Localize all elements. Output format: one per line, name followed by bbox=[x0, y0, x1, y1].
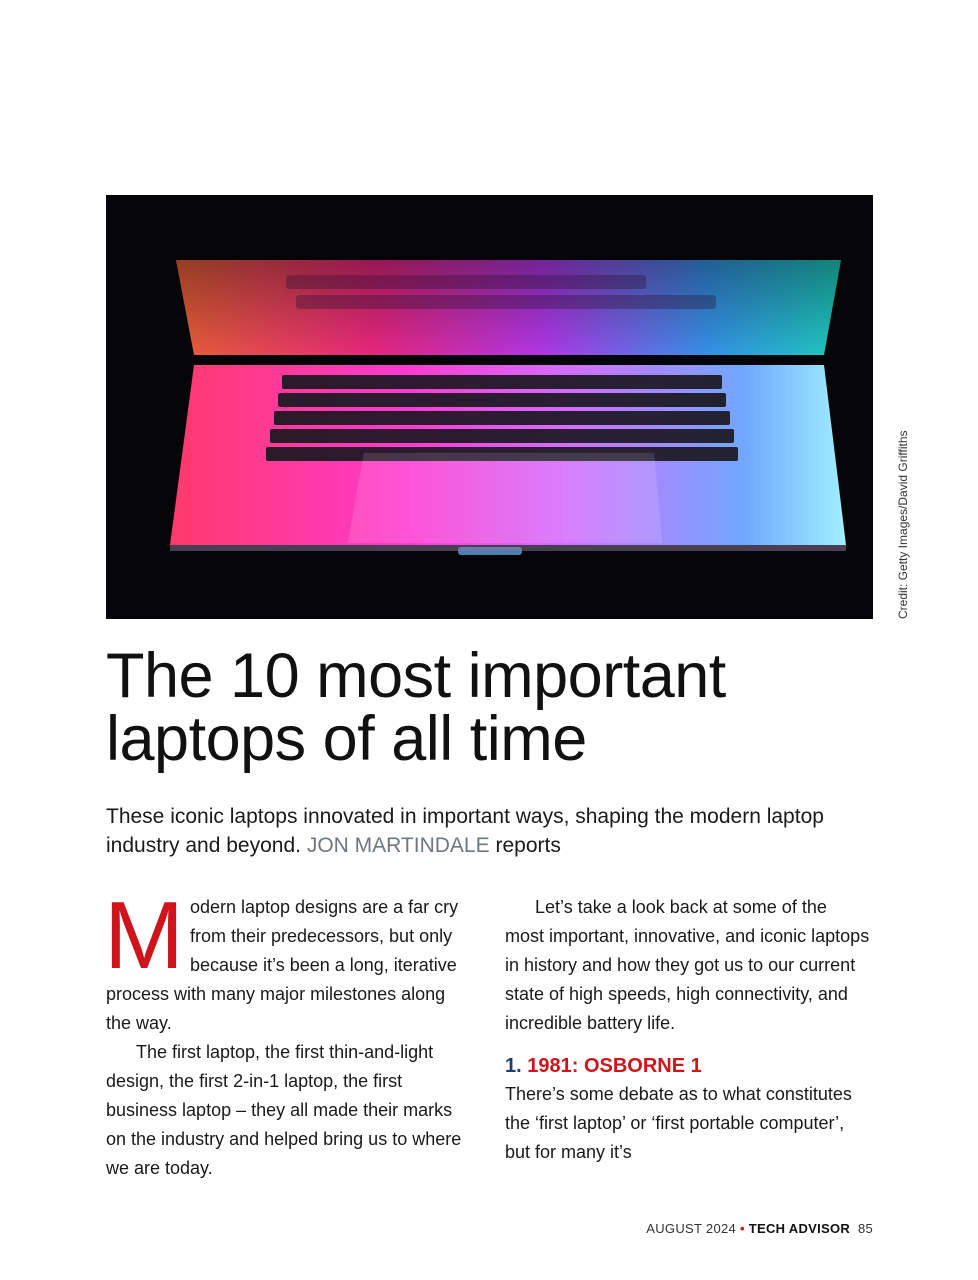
page-footer bbox=[646, 1221, 873, 1237]
intro-paragraph bbox=[104, 882, 471, 1038]
body-paragraph-3: Let’s take a look back at some of the most important, innovative, and iconic laptops in history and how they got us to our current state of high speeds, high connectivity, and incredible battery life. bbox=[505, 897, 870, 1033]
section-number: 1. bbox=[505, 1055, 522, 1077]
intro-paragraph-text: odern laptop designs are a far cry from their predecessors, but only because it’s been a long, iterative process with many major milestones along the way. bbox=[106, 897, 459, 1033]
body-paragraph-4: There’s some debate as to what constitutes the ‘first laptop’ or ‘first portable computer’, but for many it’s bbox=[505, 1084, 852, 1162]
column-left bbox=[104, 882, 471, 1183]
drop-cap: M bbox=[104, 882, 184, 989]
page-number: 85 bbox=[857, 1221, 873, 1236]
footer-separator: • bbox=[739, 1221, 745, 1236]
magazine-name: TECH ADVISOR bbox=[748, 1221, 851, 1236]
hero-photo bbox=[106, 195, 873, 619]
section-heading bbox=[505, 1052, 870, 1080]
laptop-illustration bbox=[106, 195, 873, 619]
standfirst-suffix: reports bbox=[495, 834, 561, 857]
issue-date: AUGUST 2024 bbox=[646, 1221, 737, 1236]
body-paragraph-2: The first laptop, the first thin-and-light design, the first 2-in-1 laptop, the first business laptop – they all made their marks on the industry and helped bring us to where we are today. bbox=[106, 1042, 462, 1178]
standfirst bbox=[106, 802, 866, 860]
article-headline: The 10 most important laptops of all time bbox=[106, 641, 726, 774]
standfirst-text: These iconic laptops innovated in important ways, shaping the modern laptop industry and beyond. bbox=[106, 805, 824, 857]
photo-credit: Credit: Getty Images/David Griffiths bbox=[896, 430, 910, 619]
column-right bbox=[505, 893, 870, 1167]
author-byline: JON MARTINDALE bbox=[306, 834, 490, 857]
section-title: 1981: OSBORNE 1 bbox=[527, 1055, 702, 1077]
